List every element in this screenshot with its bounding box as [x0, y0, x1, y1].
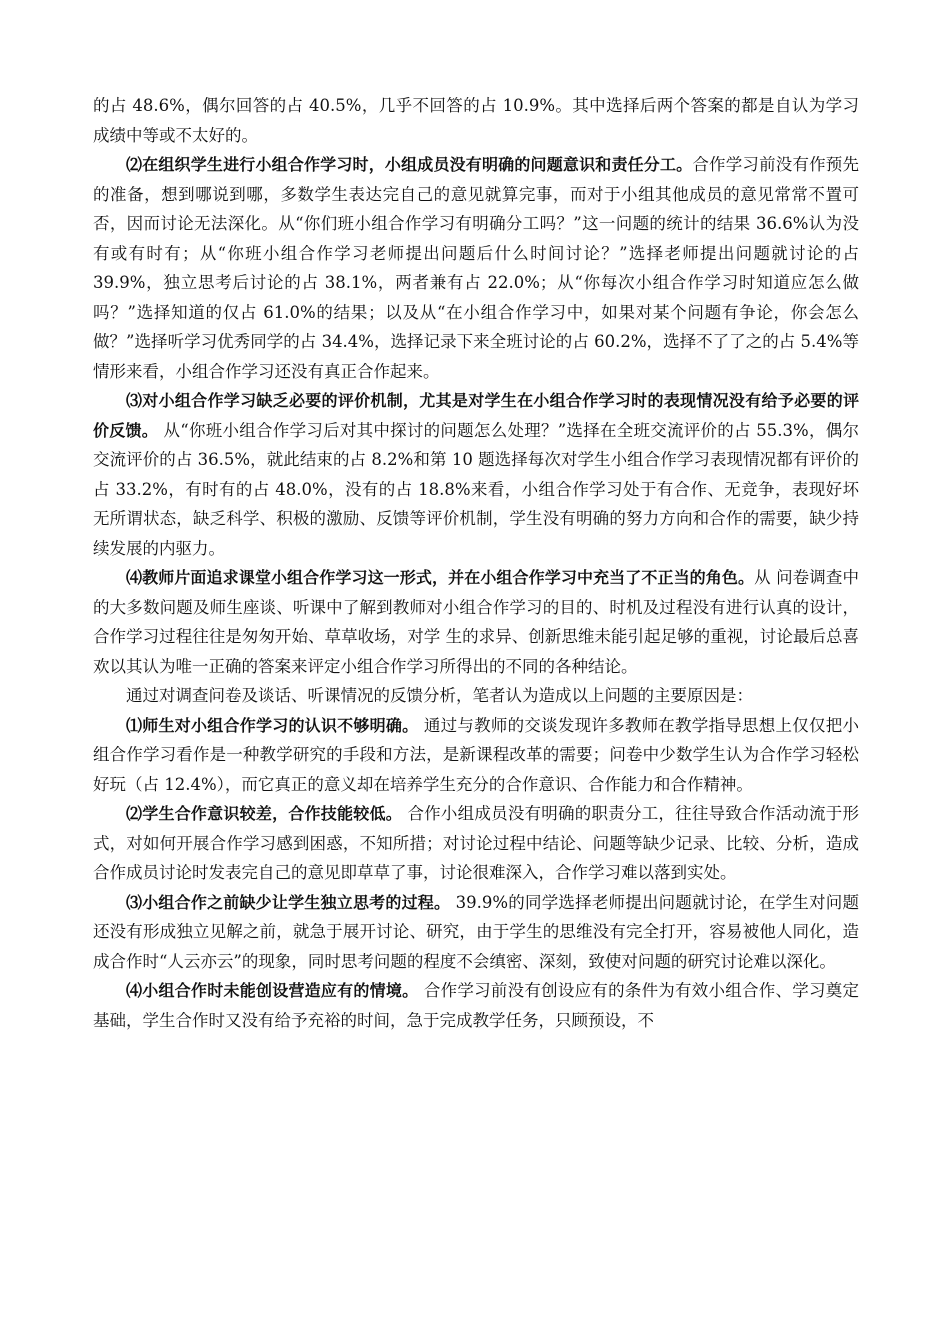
paragraph-text: 合作小组成员没有明确的职责分工，往往导致合作活动流于形式，对如何开展合作学习感到困惑，不知所措；对讨论过程中结论、问题等缺少记录、比较、分析，造成合作成员讨论时发表完自己的意见即草草了事，讨论很难深入，合作学习难以落到实处。 [93, 804, 859, 882]
paragraph-problem-4 [93, 563, 859, 681]
paragraph-heading: ⑷小组合作时未能创设营造应有的情境。 [126, 981, 419, 1000]
paragraph-cause-2 [93, 799, 859, 888]
paragraph-text: 从 问卷调查中的大多数问题及师生座谈、听课中了解到教师对小组合作学习的目的、时机及过程没有进行认真的设计，合作学习过程往往是匆匆开始、草草收场，对学 生的求异、创新思维未能引起足够的重视，讨论最后总喜欢以其认为唯一正确的答案来评定小组合作学习所得出的不同的各种结论。 [93, 568, 859, 676]
paragraph-continuation [93, 91, 859, 150]
paragraph-text: 通过对调查问卷及谈话、听课情况的反馈分析，笔者认为造成以上问题的主要原因是： [126, 686, 753, 705]
document-body [93, 91, 859, 1035]
paragraph-text: 39.9%的同学选择老师提出问题就讨论，在学生对问题还没有形成独立见解之前，就急于展开讨论、研究，由于学生的思维没有完全打开，容易被他人同化，造成合作时“人云亦云”的现象，同时思考问题的程度不会缜密、深刻，致使对问题的研究讨论难以深化。 [93, 892, 859, 971]
paragraph-text: 通过与教师的交谈发现许多教师在教学指导思想上仅仅把小组合作学习看作是一种教学研究的手段和方法，是新课程改革的需要；问卷中少数学生认为合作学习轻松好玩（占 12.4%），而它真正的意义却在培养学生充分的合作意识、合作能力和合作精神。 [93, 715, 859, 794]
paragraph-summary [93, 681, 859, 711]
paragraph-heading: ⑵学生合作意识较差，合作技能较低。 [126, 804, 402, 823]
paragraph-text: 从“你班小组合作学习后对其中探讨的问题怎么处理？”选择在全班交流评价的占 55.3%，偶尔交流评价的占 36.5%，就此结束的占 8.2%和第 10 题选择每次对学生小组合作学习表现情况都有评价的占 33.2%，有时有的占 48.0%，没有的占 18.8%来看，小组合作学习处于有合作、无竞争，表现好坏无所谓状态，缺乏科学、积极的激励、反馈等评价机制，学生没有明确的努力方向和合作的需要，缺少持续发展的内驱力。 [93, 420, 859, 558]
paragraph-cause-3 [93, 888, 859, 977]
paragraph-text: 合作学习前没有创设应有的条件为有效小组合作、学习奠定基础，学生合作时又没有给予充裕的时间，急于完成教学任务，只顾预设，不 [93, 981, 859, 1030]
paragraph-heading: ⑷教师片面追求课堂小组合作学习这一形式，并在小组合作学习中充当了不正当的角色。 [126, 568, 755, 587]
paragraph-heading: ⑵在组织学生进行小组合作学习时，小组成员没有明确的问题意识和责任分工。 [126, 155, 693, 174]
paragraph-heading: ⑶对小组合作学习缺乏必要的评价机制，尤其是对学生在小组合作学习时的表现情况没有给予必要的评价反馈。 [93, 391, 859, 440]
paragraph-problem-2 [93, 150, 859, 386]
paragraph-problem-3 [93, 386, 859, 563]
paragraph-text: 的占 48.6%，偶尔回答的占 40.5%，几乎不回答的占 10.9%。其中选择后两个答案的都是自认为学习成绩中等或不太好的。 [93, 96, 859, 145]
paragraph-cause-4 [93, 976, 859, 1035]
paragraph-cause-1 [93, 711, 859, 800]
paragraph-heading: ⑶小组合作之前缺少让学生独立思考的过程。 [126, 892, 451, 912]
paragraph-text: 合作学习前没有作预先的准备，想到哪说到哪，多数学生表达完自己的意见就算完事，而对于小组其他成员的意见常常不置可否，因而讨论无法深化。从“你们班小组合作学习有明确分工吗？”这一问题的统计的结果 36.6%认为没有或有时有；从“你班小组合作学习老师提出问题后什么时间讨论？”选择老师提出问题就讨论的占 39.9%，独立思考后讨论的占 38.1%，两者兼有占 22.0%；从“你每次小组合作学习时知道应怎么做吗？”选择知道的仅占 61.0%的结果；以及从“在小组合作学习中，如果对某个问题有争论，你会怎么做？”选择听学习优秀同学的占 34.4%，选择记录下来全班讨论的占 60.2%，选择不了了之的占 5.4%等情形来看，小组合作学习还没有真正合作起来。 [93, 155, 859, 381]
paragraph-heading: ⑴师生对小组合作学习的认识不够明确。 [126, 715, 419, 735]
